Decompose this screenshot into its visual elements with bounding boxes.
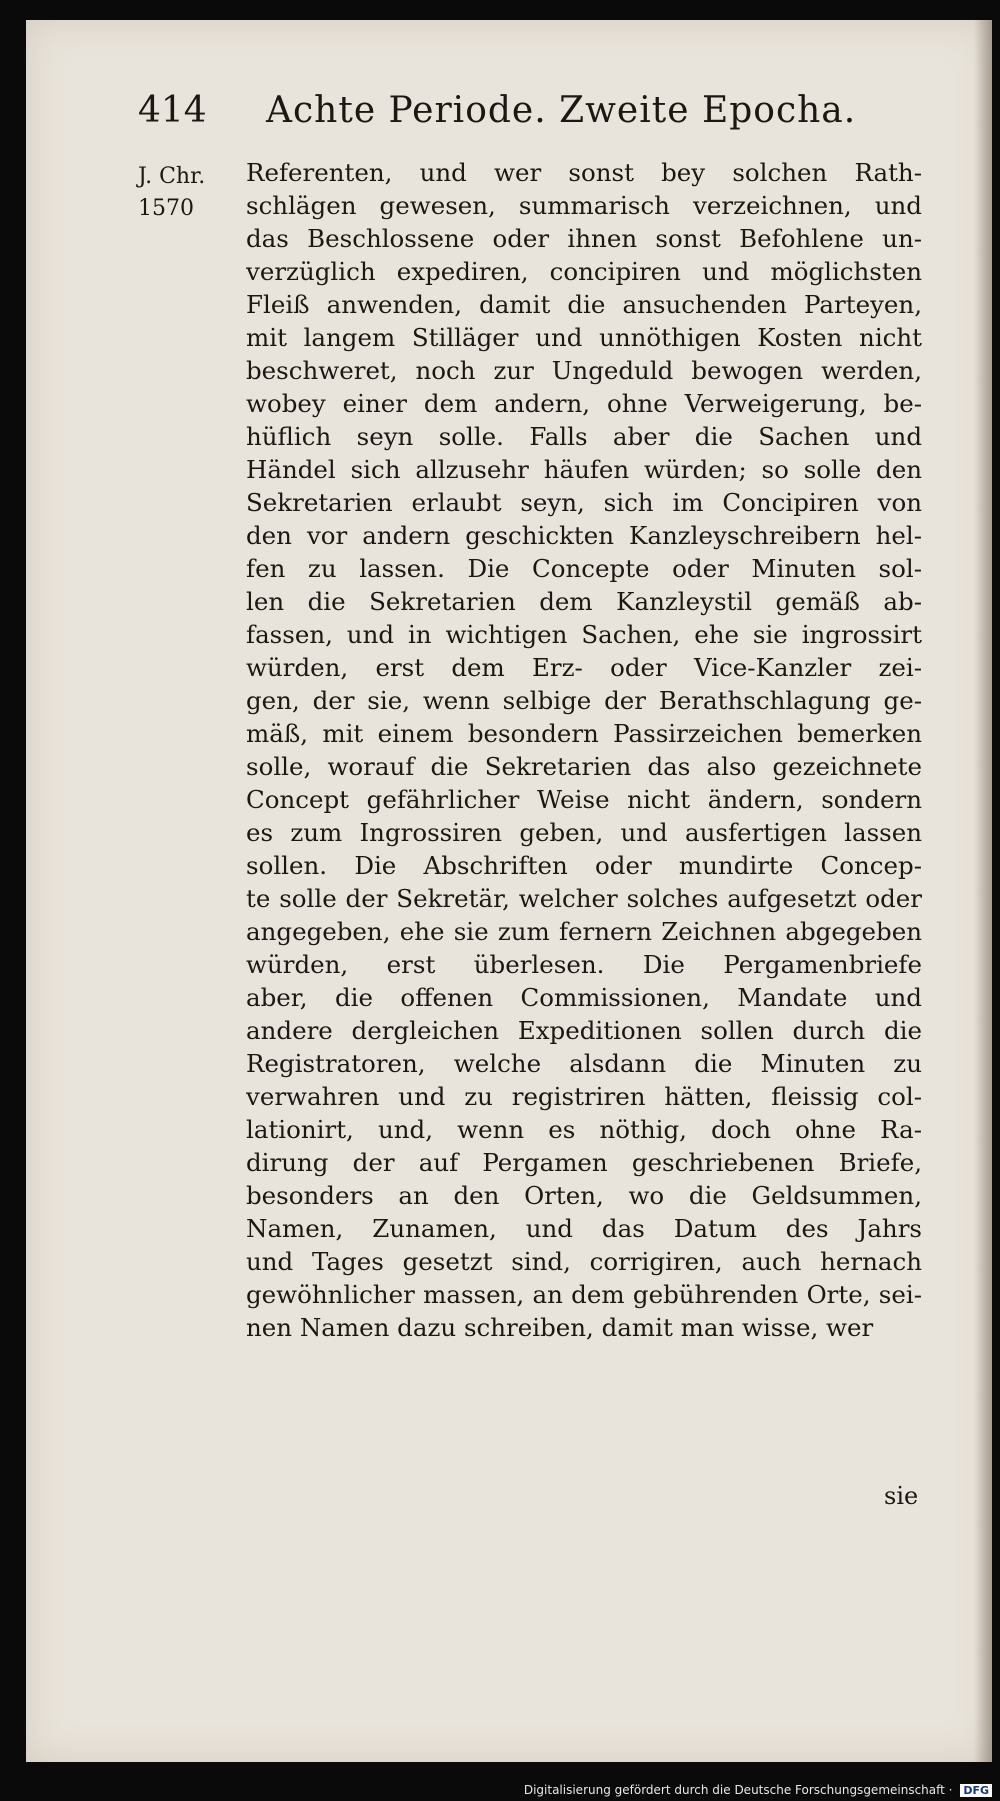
text-line: würden, erst überlesen. Die Pergamenbriefe — [246, 950, 922, 979]
text-line: beschweret, noch zur Ungeduld bewogen werden, — [246, 356, 922, 385]
text-line: Referenten, und wer sonst bey solchen Rath- — [246, 158, 922, 187]
text-line: lationirt, und, wenn es nöthig, doch ohne Ra- — [246, 1115, 922, 1144]
margin-note-year: 1570 — [138, 196, 194, 221]
text-line: Namen, Zunamen, und das Datum des Jahrs — [246, 1214, 922, 1243]
text-line: Sekretarien erlaubt seyn, sich im Concipiren von — [246, 488, 922, 517]
text-line: te solle der Sekretär, welcher solches aufgesetzt oder — [246, 884, 922, 913]
text-line: besonders an den Orten, wo die Geldsummen, — [246, 1181, 922, 1210]
text-line: aber, die offenen Commissionen, Mandate und — [246, 983, 922, 1012]
text-line: wobey einer dem andern, ohne Verweigerung, be- — [246, 389, 922, 418]
text-line: Concept gefährlicher Weise nicht ändern, sondern — [246, 785, 922, 814]
catchword: sie — [884, 1482, 919, 1510]
text-line: Fleiß anwenden, damit die ansuchenden Parteyen, — [246, 290, 922, 319]
text-line: würden, erst dem Erz- oder Vice-Kanzler zei- — [246, 653, 922, 682]
text-line: gen, der sie, wenn selbige der Berathschlagung ge- — [246, 686, 922, 715]
running-header — [138, 90, 898, 140]
page-spine-shadow — [974, 20, 992, 1762]
text-line: solle, worauf die Sekretarien das also gezeichnete — [246, 752, 922, 781]
text-line: das Beschlossene oder ihnen sonst Befohlene un- — [246, 224, 922, 253]
text-line: len die Sekretarien dem Kanzleystil gemäß ab- — [246, 587, 922, 616]
text-line: es zum Ingrossiren geben, und ausfertigen lassen — [246, 818, 922, 847]
page-number: 414 — [138, 90, 207, 131]
text-line: den vor andern geschickten Kanzleyschreibern hel- — [246, 521, 922, 550]
text-line: hüflich seyn solle. Falls aber die Sachen und — [246, 422, 922, 451]
text-line: Registratoren, welche alsdann die Minuten zu — [246, 1049, 922, 1078]
text-line: verzüglich expediren, concipiren und möglichsten — [246, 257, 922, 286]
text-line: fen zu lassen. Die Concepte oder Minuten sol- — [246, 554, 922, 583]
text-line: nen Namen dazu schreiben, damit man wisse, wer — [246, 1313, 874, 1342]
text-line: verwahren und zu registriren hätten, fleissig col- — [246, 1082, 922, 1111]
text-line: und Tages gesetzt sind, corrigiren, auch hernach — [246, 1247, 922, 1276]
margin-note-era: J. Chr. — [138, 164, 206, 189]
text-line: mit langem Stilläger und unnöthigen Kosten nicht — [246, 323, 922, 352]
text-line: mäß, mit einem besondern Passirzeichen bemerken — [246, 719, 922, 748]
text-line: sollen. Die Abschriften oder mundirte Concep- — [246, 851, 922, 880]
text-line: Händel sich allzusehr häufen würden; so solle den — [246, 455, 922, 484]
text-line: dirung der auf Pergamen geschriebenen Briefe, — [246, 1148, 922, 1177]
digitization-credit — [524, 1783, 992, 1797]
text-line: fassen, und in wichtigen Sachen, ehe sie ingrossirt — [246, 620, 922, 649]
running-title: Achte Periode. Zweite Epocha. — [266, 90, 857, 131]
body-text — [246, 156, 922, 1344]
credit-text: Digitalisierung gefördert durch die Deutsche Forschungsgemeinschaft · — [523, 1783, 953, 1797]
text-line: schlägen gewesen, summarisch verzeichnen, und — [246, 191, 922, 220]
dfg-logo: DFG — [960, 1784, 992, 1797]
text-line: angegeben, ehe sie zum fernern Zeichnen abgegeben — [246, 917, 922, 946]
text-line: andere dergleichen Expeditionen sollen durch die — [246, 1016, 922, 1045]
text-line: gewöhnlicher massen, an dem gebührenden Orte, sei- — [246, 1280, 922, 1309]
